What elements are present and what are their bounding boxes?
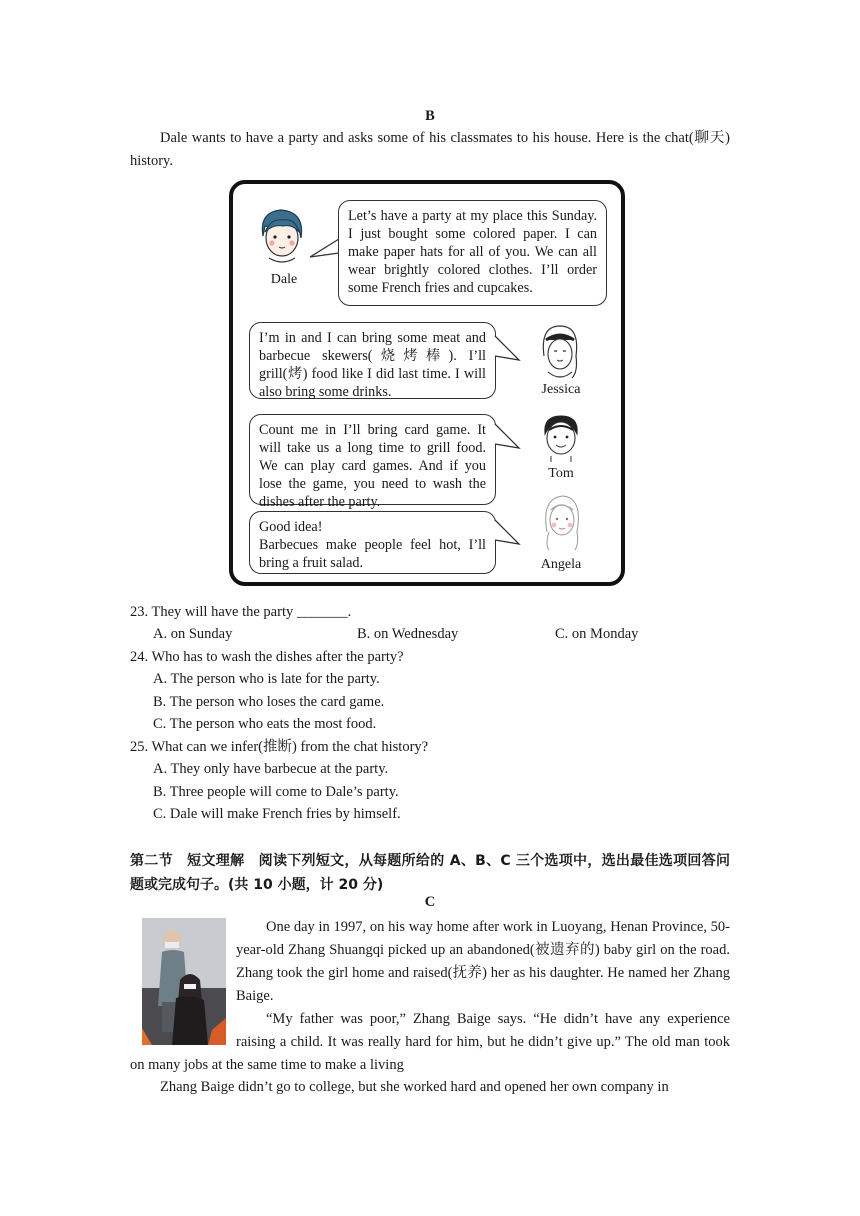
question-23: 23. They will have the party _______. — [130, 604, 352, 620]
angela-name: Angela — [540, 557, 582, 572]
tom-message-bubble — [249, 414, 496, 510]
angela-bubble-tail — [495, 518, 523, 548]
question-25-option-a: A. They only have barbecue at the party. — [153, 761, 389, 777]
section-b-intro: Dale wants to have a party and asks some of his classmates to his house. Here is the chat(聊天) history. — [130, 130, 730, 169]
jessica-avatar-icon — [536, 322, 584, 384]
jessica-message-bubble — [249, 322, 496, 399]
section-c-para2: “My father was poor,” Zhang Baige says. “He didn’t have any experience raising a child. It was really hard for him, but he didn’t give up.” The old man took on many jobs at the same time to make a living — [130, 1011, 730, 1073]
tom-name: Tom — [548, 466, 574, 481]
angela-avatar-icon — [539, 492, 585, 554]
dale-message-bubble — [338, 200, 607, 306]
question-24-option-a: A. The person who is late for the party. — [153, 671, 380, 687]
question-24-option-c: C. The person who eats the most food. — [153, 716, 377, 732]
question-23-option-a: A. on Sunday — [153, 626, 233, 642]
question-23-option-b: B. on Wednesday — [357, 626, 459, 642]
section-c-para1: One day in 1997, on his way home after work in Luoyang, Henan Province, 50-year-old Zhang Shuangqi picked up an abandoned(被遗弃的) baby girl on the road. Zhang took the girl home and raised(抚养) her as his daughter. He named her Zhang Baige. — [236, 919, 730, 1004]
question-25-option-c: C. Dale will make French fries by himself. — [153, 806, 401, 822]
angela-message-line1: Good idea! — [259, 519, 323, 535]
section-c-heading: C — [424, 894, 436, 910]
question-24: 24. Who has to wash the dishes after the party? — [130, 649, 404, 665]
question-23-option-c: C. on Monday — [555, 626, 639, 642]
question-25-option-b: B. Three people will come to Dale’s party. — [153, 784, 399, 800]
chat-history-figure — [229, 180, 625, 586]
jessica-message: I’m in and I can bring some meat and barbecue skewers(烧烤棒). I’ll grill(烤) food like I did last time. I will also bring some drinks. — [259, 330, 486, 400]
tom-avatar-icon — [539, 412, 583, 464]
section-c-para3: Zhang Baige didn’t go to college, but she worked hard and opened her own company in — [160, 1079, 669, 1095]
question-25: 25. What can we infer(推断) from the chat history? — [130, 739, 429, 755]
tom-message: Count me in I’ll bring card game. It will take us a long time to grill food. We can play card games. And if you lose the game, you need to wash the dishes after the party. — [259, 422, 486, 510]
question-24-option-b: B. The person who loses the card game. — [153, 694, 385, 710]
angela-message-line2: Barbecues make people feel hot, I’ll bring a fruit salad. — [259, 537, 486, 571]
section-2-instructions: 第二节 短文理解 阅读下列短文，从每题所给的 A、B、C 三个选项中，选出最佳选项回答问题或完成句子。(共 10 小题，计 20 分) — [130, 853, 730, 893]
dale-name: Dale — [270, 272, 298, 287]
section-c-para2-wrap — [130, 1008, 730, 1077]
tom-bubble-tail — [495, 422, 523, 452]
dale-avatar-icon — [253, 206, 309, 266]
jessica-bubble-tail — [495, 334, 523, 364]
angela-message-bubble — [249, 511, 496, 574]
dale-message: Let’s have a party at my place this Sunday. I just bought some colored paper. I can make paper hats for all of you. We can all wear brightly colored clothes. I’ll order some French fries and cupcakes. — [348, 208, 597, 296]
jessica-name: Jessica — [541, 382, 581, 397]
section-b-heading: B — [425, 108, 435, 124]
